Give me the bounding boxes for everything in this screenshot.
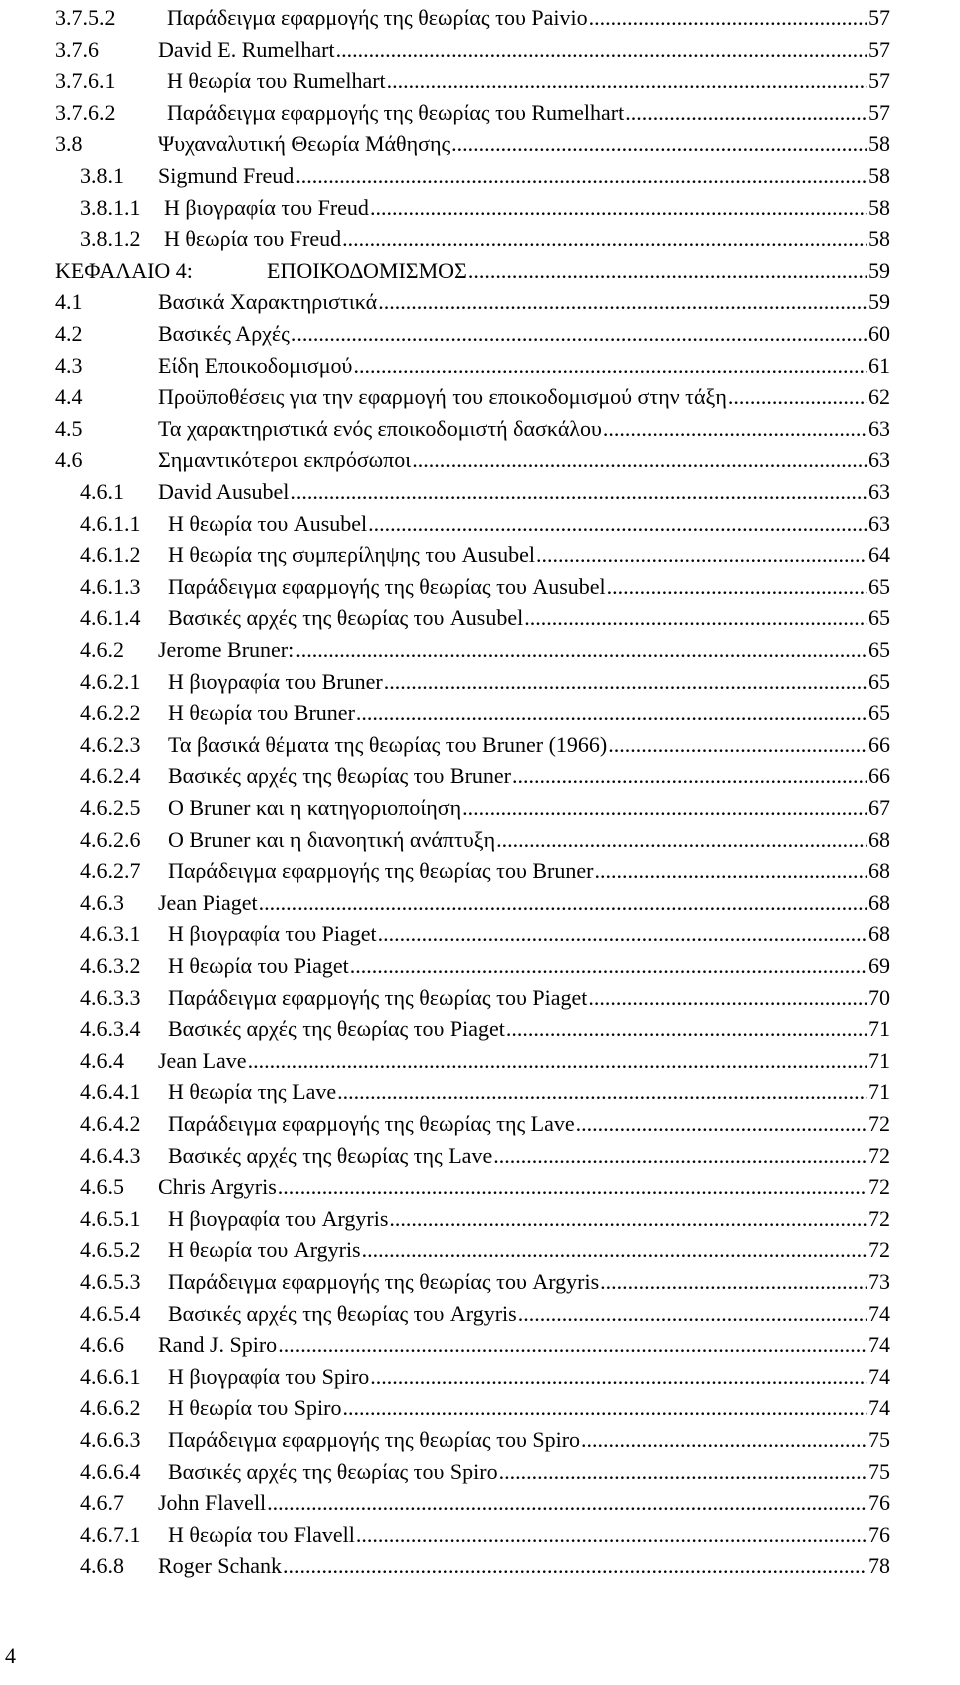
toc-entry[interactable] [80, 1296, 890, 1332]
toc-dot-leader [451, 126, 867, 162]
toc-entry-number: 4.6.6 [80, 1332, 124, 1358]
toc-entry[interactable] [80, 758, 890, 794]
toc-entry-page: 57 [868, 99, 890, 125]
toc-entry-page: 63 [868, 479, 890, 504]
toc-entry-title: John Flavell [158, 1490, 267, 1516]
toc-entry-number: 4.6.3.1 [80, 921, 141, 947]
toc-entry[interactable] [80, 822, 890, 858]
toc-entry-title: Η θεωρία της συμπερίληψης του Ausubel [168, 542, 535, 568]
toc-entry-page: 61 [868, 352, 890, 378]
toc-entry[interactable] [80, 916, 890, 952]
toc-dot-leader [337, 1074, 867, 1110]
toc-entry-number: 4.6.1.4 [80, 605, 141, 631]
toc-entry-number: 3.7.5.2 [55, 5, 116, 30]
toc-dot-leader [506, 1011, 867, 1047]
toc-entry-number: 4.6.2.2 [80, 700, 141, 726]
toc-entry-title: Βασικές αρχές της θεωρίας του Ausubel [168, 605, 524, 631]
toc-entry-page: 72 [868, 1205, 890, 1231]
toc-entry-title: Βασικές αρχές της θεωρίας της Lave [168, 1142, 493, 1168]
toc-entry-title: David Ausubel [158, 479, 290, 504]
toc-dot-leader [608, 727, 867, 763]
toc-entry-number: 4.6 [55, 447, 83, 473]
toc-dot-leader [259, 885, 867, 921]
toc-dot-leader [356, 1517, 867, 1553]
toc-entry-number: 4.6.2.6 [80, 826, 141, 852]
toc-entry-title: Rand J. Spiro [158, 1332, 278, 1358]
toc-entry-page: 76 [868, 1521, 890, 1547]
toc-entry-number: 4.6.2.7 [80, 858, 141, 884]
toc-entry-page: 74 [868, 1300, 890, 1326]
toc-entry[interactable] [55, 63, 890, 99]
toc-entry[interactable] [55, 0, 890, 36]
toc-entry-title: Τα βασικά θέματα της θεωρίας του Bruner (1966) [168, 731, 608, 757]
toc-entry-page: 72 [868, 1237, 890, 1263]
toc-dot-leader [368, 506, 867, 542]
toc-entry-number: 4.6.5.3 [80, 1269, 141, 1294]
toc-entry-page: 59 [868, 289, 890, 315]
toc-entry[interactable] [55, 284, 890, 320]
toc-entry[interactable] [55, 95, 890, 131]
toc-dot-leader [370, 1359, 867, 1395]
toc-dot-leader [384, 664, 867, 700]
toc-entry-number: 4.6.5 [80, 1174, 124, 1200]
toc-dot-leader [278, 1327, 867, 1363]
toc-entry-number: 4.1 [55, 289, 83, 315]
toc-entry-page: 58 [868, 131, 890, 157]
toc-entry-page: 72 [868, 1142, 890, 1168]
toc-entry[interactable] [80, 1011, 890, 1047]
toc-entry-title: Η βιογραφία του Piaget [168, 921, 377, 947]
toc-entry-number: 3.7.6 [55, 36, 99, 62]
toc-entry[interactable] [55, 32, 890, 68]
toc-entry-page: 63 [868, 415, 890, 441]
toc-entry-number: 4.6.7 [80, 1490, 124, 1516]
toc-entry-title: Jean Piaget [158, 889, 258, 915]
toc-entry-number: 3.8.1.1 [80, 194, 141, 220]
toc-dot-leader [625, 95, 867, 131]
toc-entry[interactable] [80, 885, 890, 921]
toc-entry-title: Η θεωρία του Flavell [168, 1521, 355, 1547]
toc-entry-number: 3.7.6.1 [55, 68, 116, 94]
toc-entry-page: 65 [868, 573, 890, 599]
toc-entry[interactable] [80, 948, 890, 984]
toc-entry-page: 76 [868, 1490, 890, 1516]
toc-entry[interactable] [55, 442, 890, 478]
toc-entry-title: Βασικές αρχές της θεωρίας του Piaget [168, 1016, 505, 1042]
toc-entry-number: 4.6.6.2 [80, 1395, 141, 1421]
toc-entry-page: 63 [868, 510, 890, 536]
toc-entry[interactable] [55, 411, 890, 447]
toc-dot-leader [291, 316, 867, 352]
toc-entry[interactable] [80, 1422, 890, 1458]
toc-dot-leader [267, 1485, 867, 1521]
toc-dot-leader [342, 221, 867, 257]
toc-dot-leader [462, 790, 867, 826]
toc-entry-number: 4.6.6.1 [80, 1363, 141, 1389]
toc-entry[interactable] [80, 1106, 890, 1142]
toc-entry[interactable] [80, 1169, 890, 1205]
toc-entry-title: Ο Bruner και η διανοητική ανάπτυξη [168, 826, 496, 852]
toc-entry[interactable] [80, 1232, 890, 1268]
toc-entry-title: Η θεωρία του Rumelhart [167, 68, 386, 94]
toc-entry[interactable] [80, 190, 890, 226]
toc-entry-title: Jean Lave [158, 1047, 247, 1073]
toc-entry-number: 4.6.1.1 [80, 510, 141, 536]
toc-entry-page: 58 [868, 194, 890, 220]
toc-entry-page: 59 [868, 257, 890, 283]
toc-entry[interactable] [80, 600, 890, 636]
toc-dot-leader [468, 253, 867, 289]
toc-entry-title: Βασικά Χαρακτηριστικά [158, 289, 378, 315]
toc-entry-number: ΚΕΦΑΛΑΙΟ 4: [55, 257, 193, 283]
toc-entry-page: 65 [868, 700, 890, 726]
toc-entry-number: 4.6.2 [80, 637, 124, 662]
toc-entry-title: Η θεωρία του Spiro [168, 1395, 342, 1421]
toc-dot-leader [524, 600, 867, 636]
toc-entry-title: Ο Bruner και η κατηγοριοποίηση [168, 795, 462, 820]
toc-entry-number: 4.6.3.4 [80, 1016, 141, 1042]
toc-entry-title: Παράδειγμα εφαρμογής της θεωρίας του Piaget [168, 984, 588, 1010]
toc-entry[interactable] [80, 632, 890, 668]
toc-entry-number: 4.5 [55, 415, 83, 441]
toc-entry-number: 4.6.2.4 [80, 763, 141, 789]
toc-entry[interactable] [80, 221, 890, 257]
toc-entry-number: 4.6.5.1 [80, 1205, 141, 1231]
toc-entry[interactable] [80, 1074, 890, 1110]
toc-entry-title: Chris Argyris [158, 1174, 277, 1200]
toc-entry-page: 70 [868, 984, 890, 1010]
toc-dot-leader [493, 1138, 867, 1174]
toc-entry-page: 71 [868, 1047, 890, 1073]
toc-entry-title: Η θεωρία του Argyris [168, 1237, 361, 1263]
toc-entry-page: 58 [868, 226, 890, 252]
toc-entry-page: 62 [868, 384, 890, 410]
toc-entry-title: Τα χαρακτηριστικά ενός εποικοδομιστή δασκάλου [158, 415, 602, 441]
toc-entry-page: 65 [868, 668, 890, 694]
toc-entry-title: Παράδειγμα εφαρμογής της θεωρίας του Rumelhart [167, 99, 625, 125]
toc-dot-leader [518, 1296, 867, 1332]
toc-entry[interactable] [55, 348, 890, 384]
toc-entry-page: 78 [868, 1553, 890, 1579]
toc-entry[interactable] [80, 1517, 890, 1553]
toc-entry-number: 4.6.2.3 [80, 731, 141, 757]
toc-dot-leader [295, 158, 867, 194]
toc-dot-leader [350, 948, 867, 984]
toc-entry-title: Παράδειγμα εφαρμογής της θεωρίας του Paivio [167, 5, 588, 30]
toc-entry-number: 3.8 [55, 131, 83, 157]
toc-entry-title: Βασικές αρχές της θεωρίας του Argyris [168, 1300, 517, 1326]
toc-entry-title: Η θεωρία του Freud [164, 226, 342, 252]
toc-dot-leader [728, 379, 867, 415]
toc-entry-number: 4.6.1.2 [80, 542, 141, 568]
toc-entry-title: Η βιογραφία του Argyris [168, 1205, 389, 1231]
toc-entry[interactable] [80, 790, 890, 826]
toc-entry-number: 4.6.4.1 [80, 1079, 141, 1105]
toc-entry[interactable] [80, 474, 890, 510]
toc-dot-leader [353, 348, 867, 384]
toc-entry[interactable] [80, 1264, 890, 1300]
toc-entry-page: 67 [868, 795, 890, 820]
toc-entry[interactable] [80, 853, 890, 889]
toc-dot-leader [278, 1169, 867, 1205]
toc-entry-page: 63 [868, 447, 890, 473]
toc-entry[interactable] [55, 379, 890, 415]
toc-entry-title: Παράδειγμα εφαρμογής της θεωρίας της Lave [168, 1111, 575, 1136]
toc-dot-leader [588, 980, 867, 1016]
toc-entry-page: 71 [868, 1079, 890, 1105]
toc-entry-number: 3.8.1 [80, 163, 124, 188]
toc-entry[interactable] [80, 727, 890, 763]
toc-entry-title: Η θεωρία της Lave [168, 1079, 337, 1105]
toc-entry-number: 4.4 [55, 384, 83, 410]
toc-entry-page: 74 [868, 1363, 890, 1389]
toc-entry-number: 4.6.6.4 [80, 1458, 141, 1484]
toc-entry-number: 4.6.3 [80, 889, 124, 915]
toc-entry-title: ΕΠΟΙΚΟΔΟΜΙΣΜΟΣ [267, 257, 467, 283]
toc-entry-page: 68 [868, 858, 890, 884]
toc-entry[interactable] [80, 980, 890, 1016]
toc-dot-leader [496, 822, 867, 858]
toc-dot-leader [378, 916, 867, 952]
toc-entry[interactable] [80, 664, 890, 700]
toc-dot-leader [370, 190, 867, 226]
toc-entry-number: 3.7.6.2 [55, 99, 116, 125]
toc-entry-page: 68 [868, 921, 890, 947]
toc-entry-title: Βασικές Αρχές [158, 321, 290, 346]
toc-entry-title: Jerome Bruner: [158, 637, 295, 662]
toc-dot-leader [248, 1043, 867, 1079]
toc-dot-leader [499, 1454, 867, 1490]
toc-entry[interactable] [55, 316, 890, 352]
toc-entry-number: 4.6.1.3 [80, 573, 141, 599]
toc-entry-title: Η βιογραφία του Spiro [168, 1363, 370, 1389]
toc-entry-number: 4.2 [55, 321, 83, 346]
toc-entry-number: 4.6.5.2 [80, 1237, 141, 1263]
toc-entry[interactable] [80, 1548, 890, 1584]
toc-entry-number: 4.6.7.1 [80, 1521, 141, 1547]
toc-entry[interactable] [80, 537, 890, 573]
toc-entry-page: 68 [868, 889, 890, 915]
toc-dot-leader [362, 1232, 867, 1268]
toc-entry[interactable] [80, 1327, 890, 1363]
toc-entry-number: 4.6.1 [80, 479, 124, 504]
toc-dot-leader [378, 284, 867, 320]
toc-entry-title: Η βιογραφία του Freud [164, 194, 369, 220]
toc-dot-leader [603, 411, 867, 447]
toc-entry-page: 57 [868, 68, 890, 94]
toc-entry-page: 74 [868, 1395, 890, 1421]
toc-dot-leader [387, 63, 867, 99]
toc-entry-title: Σημαντικότεροι εκπρόσωποι [158, 447, 412, 473]
toc-entry-title: Sigmund Freud [158, 163, 295, 188]
toc-entry-number: 4.6.2.5 [80, 795, 141, 820]
toc-entry-title: Προϋποθέσεις για την εφαρμογή του εποικοδομισμού στην τάξη [158, 384, 727, 410]
toc-dot-leader [594, 853, 867, 889]
toc-entry-page: 75 [868, 1427, 890, 1452]
toc-entry[interactable] [80, 1359, 890, 1395]
toc-entry-number: 4.6.6.3 [80, 1427, 141, 1452]
toc-entry-title: Ψυχαναλυτική Θεωρία Μάθησης [158, 131, 451, 157]
toc-entry-title: Η θεωρία του Bruner [168, 700, 355, 726]
toc-dot-leader [283, 1548, 867, 1584]
toc-entry-page: 72 [868, 1111, 890, 1136]
toc-dot-leader [581, 1422, 867, 1458]
toc-entry-title: Είδη Εποικοδομισμού [158, 352, 353, 378]
toc-entry-title: David E. Rumelhart [158, 36, 335, 62]
toc-entry-page: 74 [868, 1332, 890, 1358]
toc-entry-title: Παράδειγμα εφαρμογής της θεωρίας του Spiro [168, 1427, 581, 1452]
toc-entry-title: Η βιογραφία του Bruner [168, 668, 383, 694]
toc-entry-page: 57 [868, 5, 890, 30]
toc-entry-number: 4.6.3.3 [80, 984, 141, 1010]
toc-entry-title: Βασικές αρχές της θεωρίας του Bruner [168, 763, 512, 789]
toc-entry-title: Βασικές αρχές της θεωρίας του Spiro [168, 1458, 498, 1484]
toc-entry-number: 4.6.8 [80, 1553, 124, 1579]
toc-entry-page: 68 [868, 826, 890, 852]
toc-entry-number: 4.6.4.2 [80, 1111, 141, 1136]
toc-entry-page: 73 [868, 1269, 890, 1294]
toc-entry[interactable] [80, 695, 890, 731]
toc-dot-leader [607, 569, 867, 605]
toc-entry-page: 66 [868, 731, 890, 757]
toc-entry-title: Παράδειγμα εφαρμογής της θεωρίας του Argyris [168, 1269, 600, 1294]
toc-entry[interactable] [80, 1485, 890, 1521]
toc-entry-page: 71 [868, 1016, 890, 1042]
toc-entry[interactable] [80, 1138, 890, 1174]
toc-entry[interactable] [80, 1454, 890, 1490]
toc-entry-page: 65 [868, 637, 890, 662]
toc-entry[interactable] [80, 506, 890, 542]
toc-entry-page: 66 [868, 763, 890, 789]
toc-entry-number: 3.8.1.2 [80, 226, 141, 252]
toc-entry-page: 57 [868, 36, 890, 62]
toc-entry-title: Η θεωρία του Ausubel [168, 510, 368, 536]
toc-entry-page: 64 [868, 542, 890, 568]
toc-entry[interactable] [80, 569, 890, 605]
toc-dot-leader [290, 474, 867, 510]
toc-entry-number: 4.3 [55, 352, 83, 378]
toc-dot-leader [295, 632, 867, 668]
toc-entry[interactable] [80, 1390, 890, 1426]
toc-entry-title: Παράδειγμα εφαρμογής της θεωρίας του Bruner [168, 858, 594, 884]
toc-entry-title: Η θεωρία του Piaget [168, 953, 349, 978]
toc-entry[interactable] [55, 126, 890, 162]
toc-entry-number: 4.6.2.1 [80, 668, 141, 694]
toc-dot-leader [356, 695, 867, 731]
toc-dot-leader [336, 32, 867, 68]
toc-dot-leader [412, 442, 867, 478]
page-number: 4 [5, 1643, 16, 1668]
toc-dot-leader [576, 1106, 867, 1142]
toc-entry[interactable] [80, 1043, 890, 1079]
toc-entry-page: 69 [868, 953, 890, 978]
toc-entry-page: 75 [868, 1458, 890, 1484]
toc-entry-page: 58 [868, 163, 890, 188]
toc-dot-leader [342, 1390, 867, 1426]
toc-dot-leader [600, 1264, 867, 1300]
toc-entry-page: 65 [868, 605, 890, 631]
toc-entry-title: Roger Schank [158, 1553, 283, 1579]
toc-dot-leader [536, 537, 867, 573]
toc-entry-number: 4.6.4 [80, 1047, 124, 1073]
toc-entry[interactable] [80, 158, 890, 194]
toc-entry-number: 4.6.3.2 [80, 953, 141, 978]
toc-dot-leader [512, 758, 867, 794]
toc-entry-title: Παράδειγμα εφαρμογής της θεωρίας του Ausubel [168, 573, 606, 599]
toc-dot-leader [389, 1201, 867, 1237]
toc-entry[interactable] [55, 253, 890, 289]
toc-entry-number: 4.6.5.4 [80, 1300, 141, 1326]
toc-dot-leader [589, 0, 867, 36]
toc-entry-page: 72 [868, 1174, 890, 1200]
toc-entry-page: 60 [868, 321, 890, 346]
toc-entry[interactable] [80, 1201, 890, 1237]
toc-entry-number: 4.6.4.3 [80, 1142, 141, 1168]
